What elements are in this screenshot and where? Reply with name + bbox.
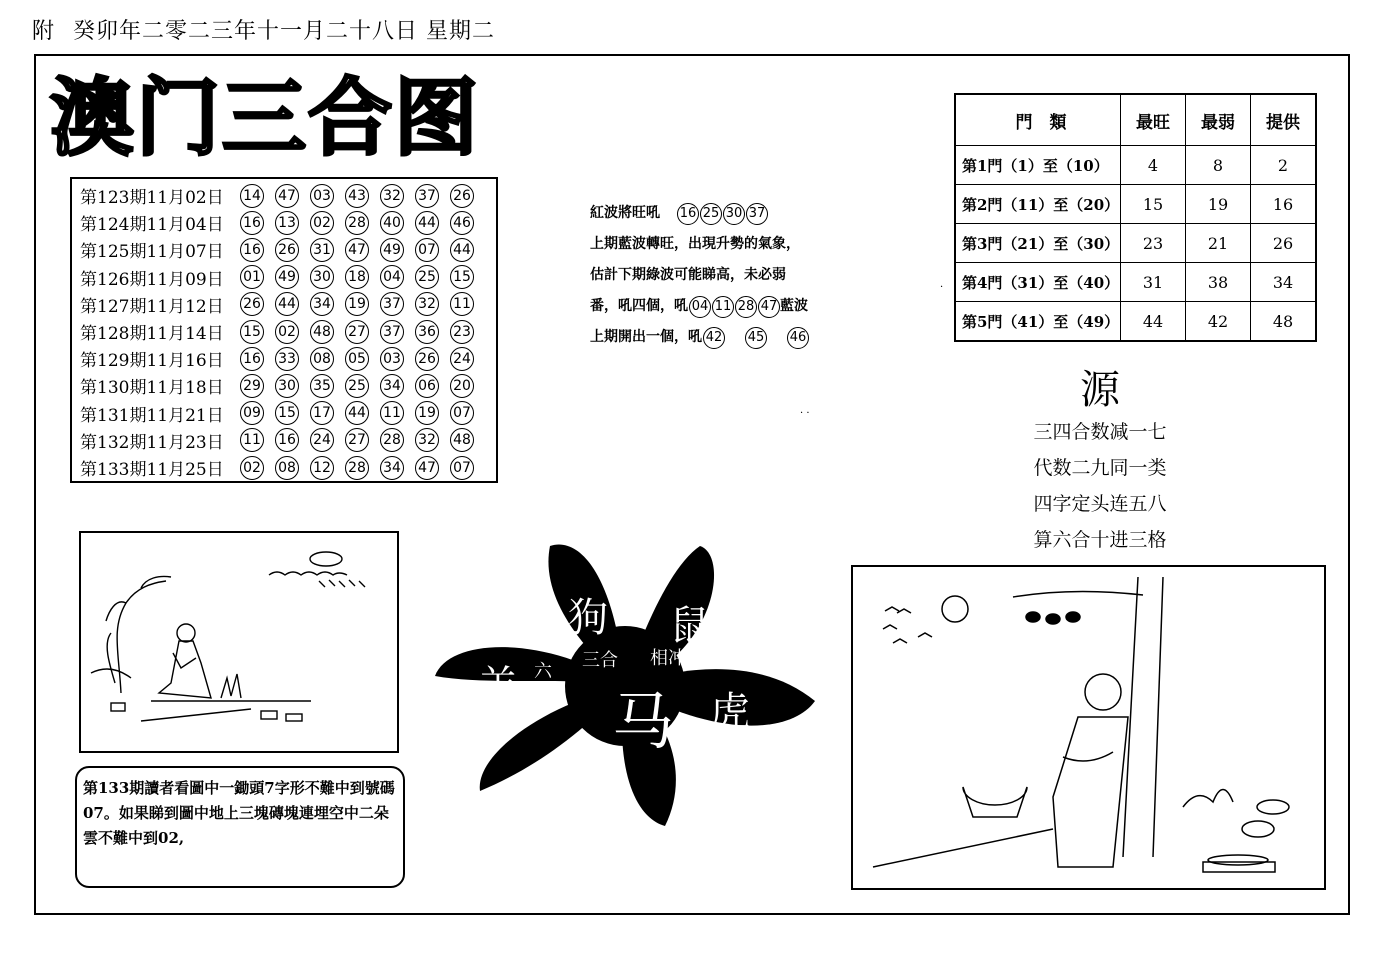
source-heading: 源 [1080, 367, 1120, 413]
number-ball: 25 [345, 374, 369, 398]
gate-row-label: 第4門（31）至（40） [955, 263, 1121, 302]
wave-number-ball: 28 [735, 296, 757, 318]
gate-row-label: 第5門（41）至（49） [955, 302, 1121, 342]
gate-row-label: 第2門（11）至（20） [955, 185, 1121, 224]
number-ball: 47 [275, 184, 299, 208]
number-ball: 14 [240, 184, 264, 208]
number-ball: 17 [310, 401, 334, 425]
period-label: 第132期11月23日 [80, 432, 224, 453]
wave-number-ball: 42 [703, 327, 725, 349]
number-ball: 26 [275, 238, 299, 262]
number-ball: 03 [380, 347, 404, 371]
wave-line-4 [590, 291, 850, 322]
zodiac-tiger: 虎 [710, 689, 750, 735]
zodiac-dog: 狗 [568, 595, 608, 641]
gate-row [955, 185, 1316, 224]
page-title: 澳门三合图 [50, 69, 481, 167]
number-ball: 16 [240, 347, 264, 371]
period-label: 第131期11月21日 [80, 405, 224, 426]
number-ball: 26 [240, 292, 264, 316]
gate-row-label: 第1門（1）至（10） [955, 146, 1121, 185]
number-ball: 47 [415, 456, 439, 480]
gate-value: 8 [1186, 146, 1251, 185]
wave-line-4-suffix: 藍波 [780, 298, 808, 314]
number-ball: 27 [345, 428, 369, 452]
number-ball: 48 [450, 428, 474, 452]
wave-line-4-numbers [688, 291, 780, 322]
period-row [80, 427, 485, 454]
source-line: 算六合十进三格 [1033, 529, 1167, 551]
period-row [80, 291, 485, 318]
gate-table-header [955, 94, 1316, 146]
decorative-dots: · · [800, 408, 810, 419]
number-ball: 48 [310, 320, 334, 344]
period-label: 第123期11月02日 [80, 188, 224, 208]
wave-line-5 [590, 322, 850, 353]
number-ball: 28 [345, 211, 369, 235]
number-ball: 30 [310, 265, 334, 289]
number-ball: 05 [345, 347, 369, 371]
number-ball: 30 [275, 374, 299, 398]
zodiac-rat: 鼠 [670, 603, 710, 649]
number-ball: 07 [450, 456, 474, 480]
header-prefix: 附 [32, 19, 56, 44]
wave-number-ball: 25 [700, 203, 722, 225]
source-line: 代数二九同一类 [1033, 457, 1167, 479]
number-ball: 13 [275, 211, 299, 235]
number-ball: 11 [240, 428, 264, 452]
wave-line-3: 估計下期綠波可能睇高，未必弱 [590, 267, 786, 283]
number-ball: 35 [310, 374, 334, 398]
number-ball: 11 [450, 292, 474, 316]
number-ball: 12 [310, 456, 334, 480]
number-ball: 16 [240, 238, 264, 262]
gate-value: 38 [1186, 263, 1251, 302]
number-ball: 24 [450, 347, 474, 371]
number-ball: 49 [380, 238, 404, 262]
number-ball: 08 [310, 347, 334, 371]
illustration-kneeling-man [79, 531, 399, 753]
gate-row-label: 第3門（21）至（30） [955, 224, 1121, 263]
number-ball: 19 [345, 292, 369, 316]
kneeling-man-drawing [81, 533, 397, 751]
gate-value: 2 [1251, 146, 1317, 185]
wave-number-ball: 45 [745, 327, 767, 349]
period-row [80, 372, 485, 399]
wave-line-1-text: 紅波將旺吼 [590, 205, 660, 221]
gate-value: 42 [1186, 302, 1251, 342]
number-ball: 02 [310, 211, 334, 235]
number-ball: 28 [380, 428, 404, 452]
gate-value: 4 [1121, 146, 1186, 185]
number-ball: 19 [415, 401, 439, 425]
wave-line-4-text: 番，吼四個，吼 [590, 298, 688, 314]
header-date: 癸卯年二零二三年十一月二十八日 星期二 [73, 19, 496, 44]
number-ball: 15 [275, 401, 299, 425]
number-ball: 40 [380, 211, 404, 235]
page-header [32, 14, 495, 45]
number-ball: 34 [310, 292, 334, 316]
number-ball: 27 [345, 320, 369, 344]
number-ball: 32 [415, 292, 439, 316]
number-ball: 31 [310, 238, 334, 262]
number-ball: 23 [450, 320, 474, 344]
number-ball: 29 [240, 374, 264, 398]
wave-number-ball: 30 [723, 203, 745, 225]
wave-number-ball: 46 [787, 327, 809, 349]
wave-number-ball: 11 [712, 296, 734, 318]
period-label: 第125期11月07日 [80, 242, 224, 263]
gate-value: 15 [1121, 185, 1186, 224]
number-ball: 26 [450, 184, 474, 208]
gate-value: 16 [1251, 185, 1317, 224]
source-line: 三四合数减一七 [1033, 421, 1167, 443]
gate-row [955, 263, 1316, 302]
number-ball: 06 [415, 374, 439, 398]
wave-number-ball: 04 [689, 296, 711, 318]
zodiac-sheep: 羊 [478, 663, 518, 709]
period-label: 第129期11月16日 [80, 351, 224, 372]
gate-value: 31 [1121, 263, 1186, 302]
number-ball: 15 [240, 320, 264, 344]
number-ball: 18 [345, 265, 369, 289]
number-ball: 49 [275, 265, 299, 289]
period-row [80, 182, 485, 209]
reader-note: 第133期讀者看圖中一鋤頭7字形不難中到號碼07。如果睇到圖中地上三塊磚塊連埋空中二朵雲不難中到02, [75, 766, 405, 888]
gate-value: 23 [1121, 224, 1186, 263]
illustration-boy-by-tree [851, 565, 1326, 890]
wave-line-1-numbers [676, 198, 768, 229]
boy-by-tree-drawing [853, 567, 1324, 888]
number-ball: 07 [450, 401, 474, 425]
period-row [80, 318, 485, 345]
number-ball: 26 [415, 347, 439, 371]
period-row [80, 209, 485, 236]
gate-value: 34 [1251, 263, 1317, 302]
label-liuhe: 六合 [534, 661, 552, 702]
number-ball: 34 [380, 374, 404, 398]
gate-row [955, 302, 1316, 342]
number-ball: 28 [345, 456, 369, 480]
period-row [80, 264, 485, 291]
number-ball: 09 [240, 401, 264, 425]
number-ball: 37 [415, 184, 439, 208]
wave-line-2: 上期藍波轉旺，出現升勢的氣象， [590, 236, 800, 252]
number-ball: 32 [415, 428, 439, 452]
number-ball: 34 [380, 456, 404, 480]
number-ball: 25 [415, 265, 439, 289]
periods-table [70, 177, 498, 483]
number-ball: 37 [380, 320, 404, 344]
number-ball: 43 [345, 184, 369, 208]
number-ball: 02 [240, 456, 264, 480]
zodiac-horse: 马 [612, 685, 675, 758]
number-ball: 16 [275, 428, 299, 452]
sanhe-flower [430, 536, 820, 826]
number-ball: 44 [415, 211, 439, 235]
number-ball: 20 [450, 374, 474, 398]
gate-table [954, 93, 1317, 342]
gate-header-category: 門 類 [955, 94, 1121, 146]
number-ball: 46 [450, 211, 474, 235]
number-ball: 36 [415, 320, 439, 344]
number-ball: 32 [380, 184, 404, 208]
gate-value: 44 [1121, 302, 1186, 342]
wave-line-5-numbers [702, 322, 809, 353]
wave-forecast [590, 198, 850, 353]
gate-value: 26 [1251, 224, 1317, 263]
period-label: 第124期11月04日 [80, 215, 224, 236]
gate-value: 21 [1186, 224, 1251, 263]
period-row [80, 345, 485, 372]
period-label: 第130期11月18日 [80, 378, 224, 399]
gate-header-provide: 提供 [1251, 94, 1317, 146]
number-ball: 08 [275, 456, 299, 480]
number-ball: 24 [310, 428, 334, 452]
number-ball: 44 [345, 401, 369, 425]
period-label: 第126期11月09日 [80, 269, 224, 290]
wave-number-ball: 37 [746, 203, 768, 225]
source-poem [1020, 366, 1180, 558]
number-ball: 04 [380, 265, 404, 289]
gate-header-hot: 最旺 [1121, 94, 1186, 146]
number-ball: 02 [275, 320, 299, 344]
gate-row [955, 146, 1316, 185]
number-ball: 44 [275, 292, 299, 316]
number-ball: 01 [240, 265, 264, 289]
wave-number-ball: 47 [758, 296, 780, 318]
period-row [80, 454, 485, 481]
period-label: 第127期11月12日 [80, 296, 224, 317]
gate-row [955, 224, 1316, 263]
number-ball: 03 [310, 184, 334, 208]
wave-line-1 [590, 198, 850, 229]
source-line: 四字定头连五八 [1033, 493, 1167, 515]
gate-header-cold: 最弱 [1186, 94, 1251, 146]
period-row [80, 400, 485, 427]
decorative-dots: · [940, 282, 944, 293]
period-label: 第133期11月25日 [80, 460, 224, 480]
gate-value: 48 [1251, 302, 1317, 342]
period-label: 第128期11月14日 [80, 324, 224, 344]
number-ball: 16 [240, 211, 264, 235]
wave-line-5-text: 上期開出一個，吼 [590, 329, 702, 345]
number-ball: 11 [380, 401, 404, 425]
number-ball: 07 [415, 238, 439, 262]
number-ball: 37 [380, 292, 404, 316]
wave-number-ball: 16 [677, 203, 699, 225]
gate-value: 19 [1186, 185, 1251, 224]
period-row [80, 236, 485, 263]
number-ball: 47 [345, 238, 369, 262]
number-ball: 15 [450, 265, 474, 289]
number-ball: 44 [450, 238, 474, 262]
label-sanhe: 三合 [582, 650, 618, 671]
label-xiangchong: 相冲 [650, 648, 686, 669]
number-ball: 33 [275, 347, 299, 371]
